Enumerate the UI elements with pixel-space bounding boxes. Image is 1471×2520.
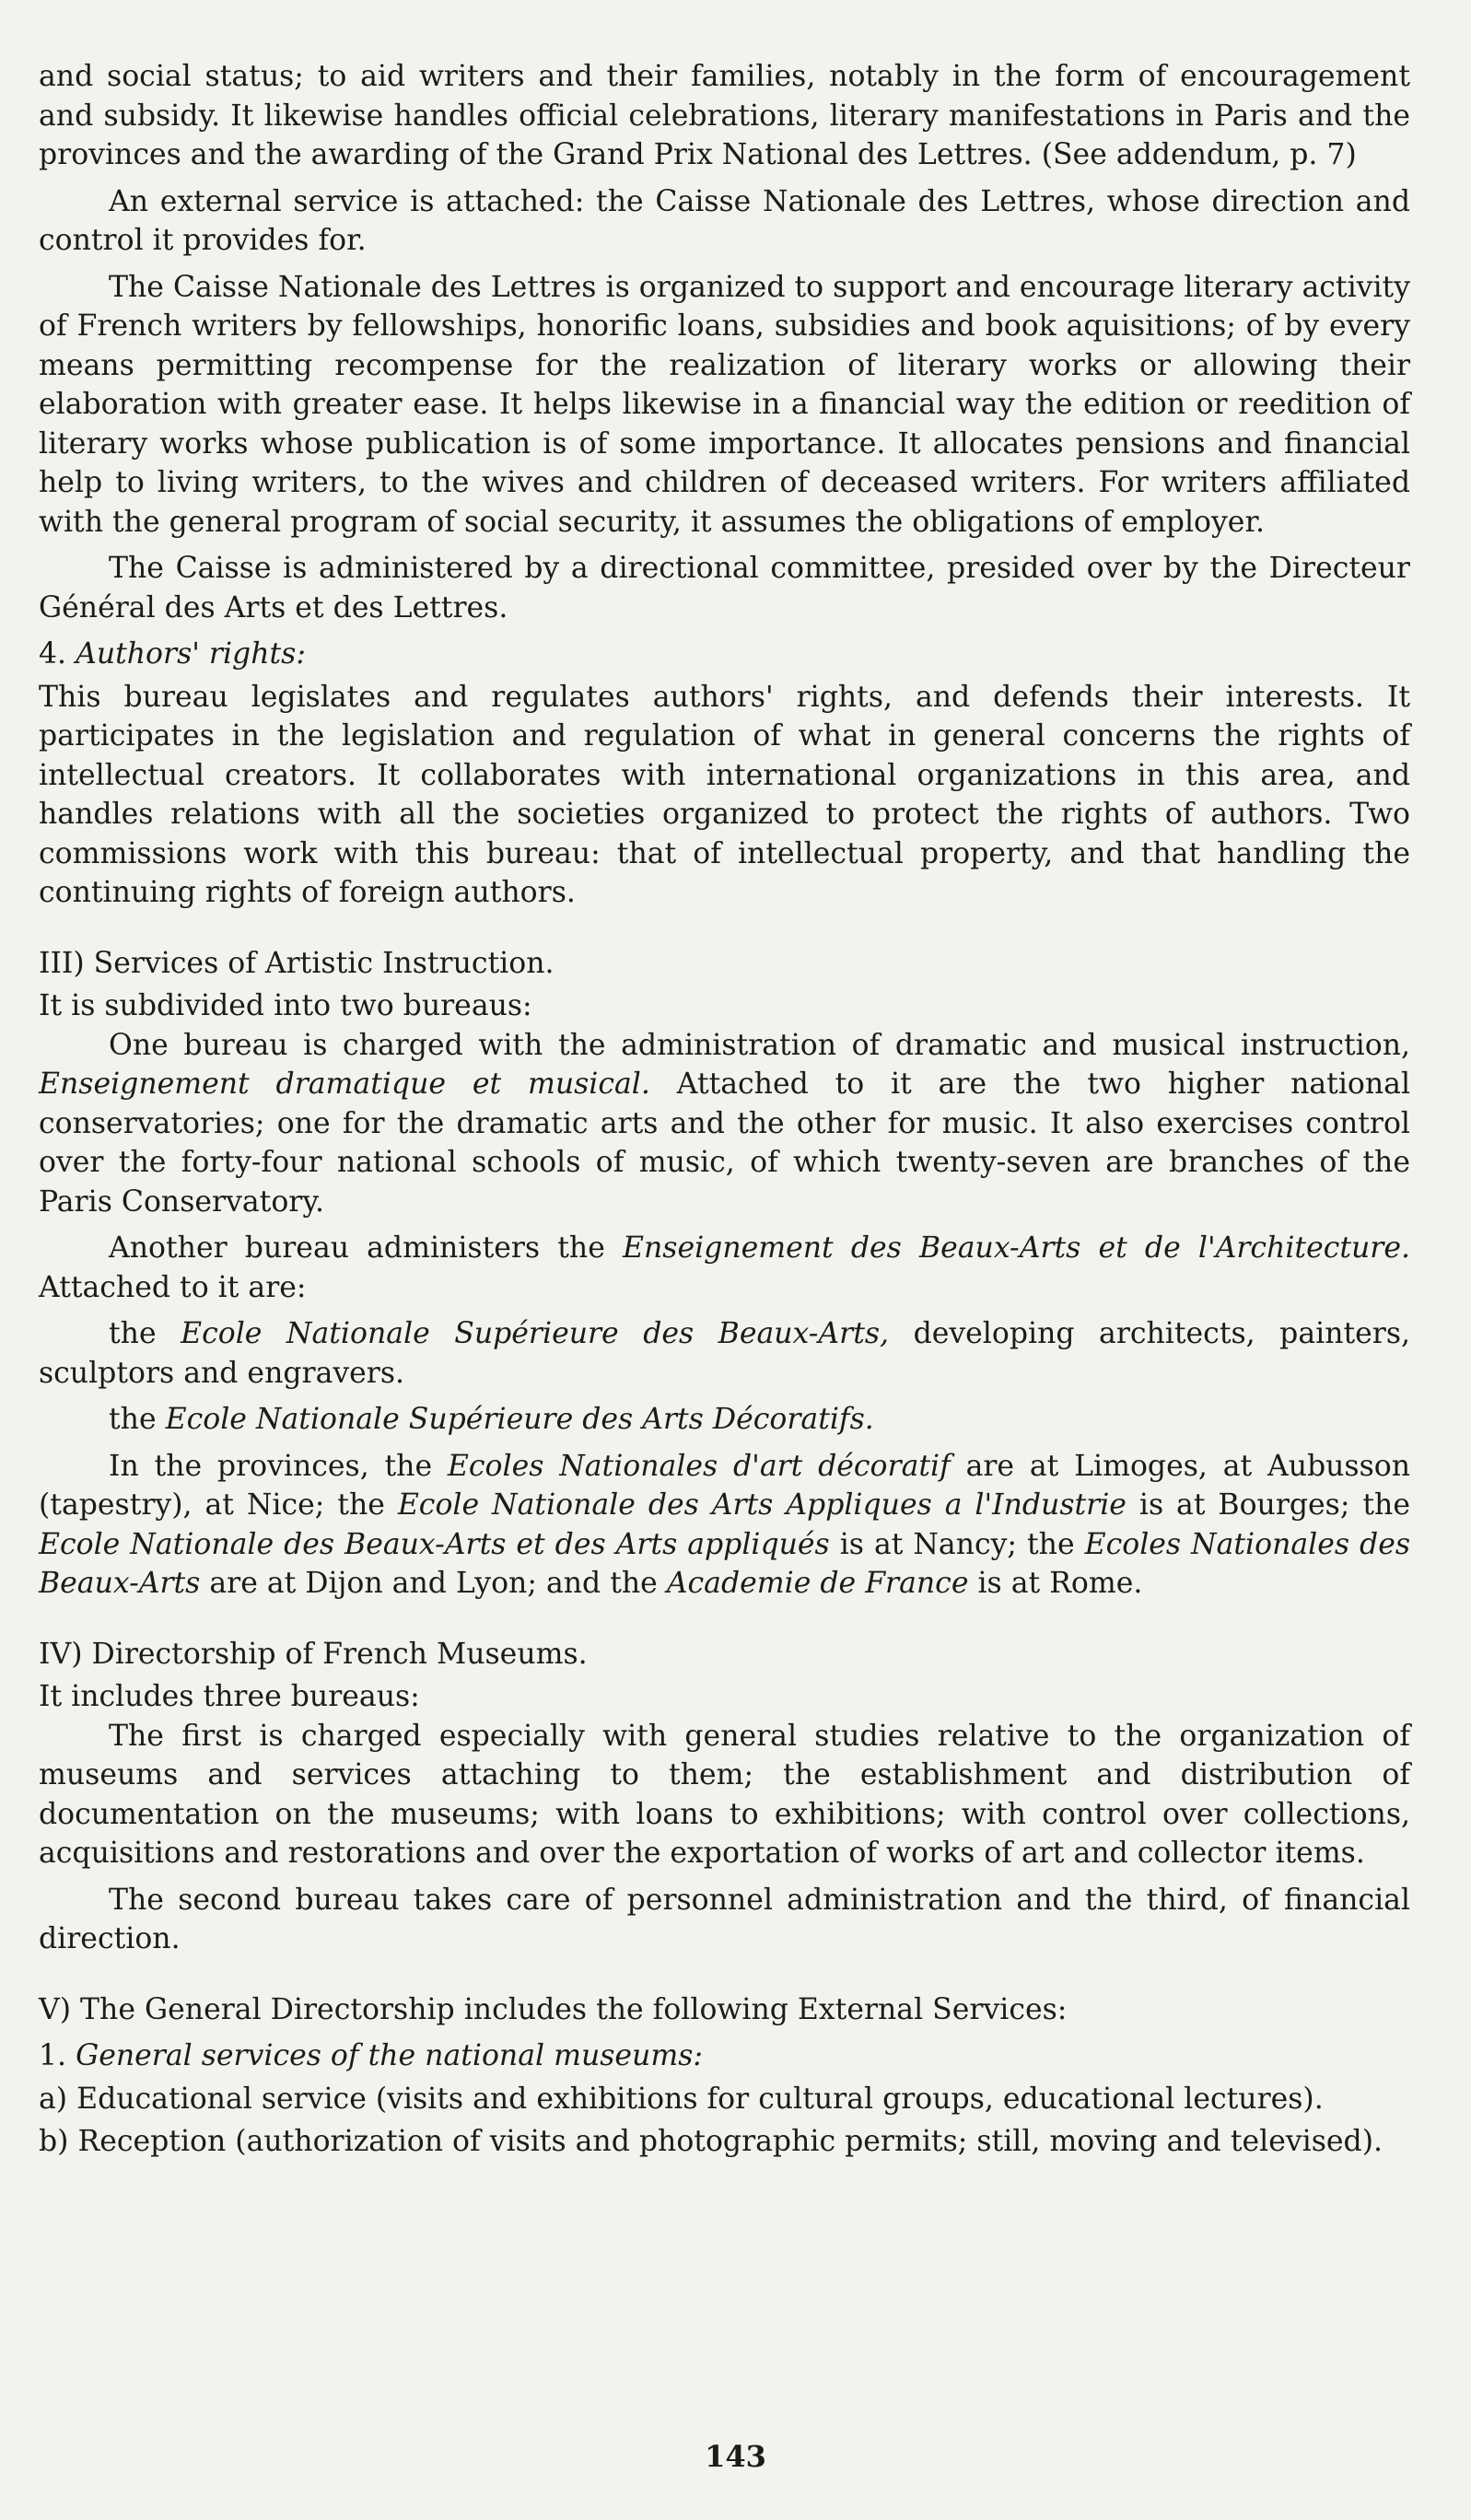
list-letter: a): [39, 2082, 68, 2116]
paragraph: [39, 1026, 1410, 1222]
italic-term: Enseignement des Beaux-Arts et de l'Architecture.: [623, 1231, 1411, 1265]
text-run: are at Limoges, at Aubusson (tapestry), at Nice; the: [39, 1449, 1411, 1522]
text-run: the: [109, 1403, 157, 1436]
paragraph: The second bureau takes care of personnel administration and the third, of financial direction.: [39, 1883, 1410, 1955]
text-run: is at Bourges; the: [1138, 1488, 1410, 1522]
paragraph: [39, 1229, 1410, 1307]
text-run: Another bureau administers the: [109, 1231, 605, 1265]
list-item-text: Reception (authorization of visits and photographic permits; still, moving and televised).: [77, 2125, 1383, 2158]
list-item-text: Educational service (visits and exhibitions for cultural groups, educational lectures).: [76, 2082, 1324, 2116]
italic-term: Academie de France: [666, 1567, 969, 1600]
text-run: In the provinces, the: [109, 1449, 433, 1483]
italic-term: Ecole Nationale des Arts Appliques a l'Industrie: [397, 1488, 1127, 1522]
italic-term: Enseignement dramatique et musical.: [39, 1068, 650, 1101]
subheading-authors-rights: [39, 635, 1410, 674]
italic-term: Ecole Nationale Supérieure des Arts Décoratifs.: [165, 1403, 874, 1436]
list-number: 1.: [39, 2039, 67, 2072]
section-heading-external-services: V) The General Directorship includes the following External Services:: [39, 1992, 1068, 2026]
text-run: Attached to it are:: [39, 1270, 307, 1304]
section-heading-artistic-instruction: III) Services of Artistic Instruction.: [39, 946, 555, 980]
list-item: [39, 2080, 1410, 2119]
text-run: the: [109, 1317, 157, 1350]
list-item: [39, 2122, 1410, 2162]
paragraph: The Caisse Nationale des Lettres is organized to support and encourage literary activity of French writers by fellowships, honorific loans, subsidies and book aquisitions; of by every means permitting recompense for the realization of literary works or allowing their elaboration with greater ease. It helps likewise in a financial way the edition or reedition of literary works whose publication is of some importance. It allocates pensions and financial help to living writers, to the wives and children of deceased writers. For writers affiliated with the general program of social security, it assumes the obligations of employer.: [39, 270, 1410, 539]
text-run: is at Rome.: [977, 1567, 1143, 1600]
list-item: [39, 2036, 1410, 2076]
text-run: One bureau is charged with the administration of dramatic and musical instruction,: [109, 1028, 1410, 1062]
page-number: 143: [705, 2439, 766, 2474]
section-heading-french-museums: IV) Directorship of French Museums.: [39, 1637, 588, 1671]
list-item-text: General services of the national museums:: [76, 2039, 703, 2072]
text-run: developing architects, painters, sculptors and engravers.: [39, 1317, 1411, 1390]
paragraph: It includes three bureaus:: [39, 1680, 420, 1713]
paragraph: [39, 1314, 1410, 1393]
text-run: is at Nancy; the: [839, 1527, 1075, 1561]
paragraph: The Caisse is administered by a directional committee, presided over by the Directeur Général des Arts et des Lettres.: [39, 552, 1410, 624]
paragraph: An external service is attached: the Caisse Nationale des Lettres, whose direction and control it provides for.: [39, 184, 1410, 257]
paragraph: It is subdivided into two bureaus:: [39, 989, 532, 1022]
list-letter: b): [39, 2125, 69, 2158]
paragraph: The first is charged especially with general studies relative to the organization of museums and services attaching to them; the establishment and distribution of documentation on the museums; with loans to exhibitions; with control over collections, acquisitions and restorations and over the exportation of works of art and collector items.: [39, 1719, 1410, 1870]
text-run: are at Dijon and Lyon; and the: [209, 1567, 658, 1600]
paragraph: This bureau legislates and regulates authors' rights, and defends their interests. It participates in the legislation and regulation of what in general concerns the rights of intellectual creators. It collaborates with international organizations in this area, and handles relations with all the societies organized to protect the rights of authors. Two commissions work with this bureau: that of intellectual property, and that handling the continuing rights of foreign authors.: [39, 680, 1410, 909]
subheading-text: Authors' rights:: [76, 637, 306, 671]
paragraph: [39, 1447, 1410, 1604]
list-number: 4.: [39, 637, 67, 671]
italic-term: Ecoles Nationales d'art décoratif: [447, 1449, 951, 1483]
text-run: Attached to it are the two higher national conservatories; one for the dramatic arts and the other for music. It also exercises control over the forty-four national schools of music, of which twenty-seven are branches of the Paris Conservatory.: [39, 1068, 1411, 1219]
paragraph: and social status; to aid writers and their families, notably in the form of encouragement and subsidy. It likewise handles official celebrations, literary manifestations in Paris and the provinces and the awarding of the Grand Prix National des Lettres. (See addendum, p. 7): [39, 60, 1410, 171]
italic-term: Ecoles Nationales des Beaux-Arts: [39, 1527, 1410, 1600]
paragraph: [39, 1400, 1410, 1440]
italic-term: Ecole Nationale des Beaux-Arts et des Arts appliqués: [39, 1527, 830, 1561]
italic-term: Ecole Nationale Supérieure des Beaux-Arts,: [181, 1317, 890, 1350]
